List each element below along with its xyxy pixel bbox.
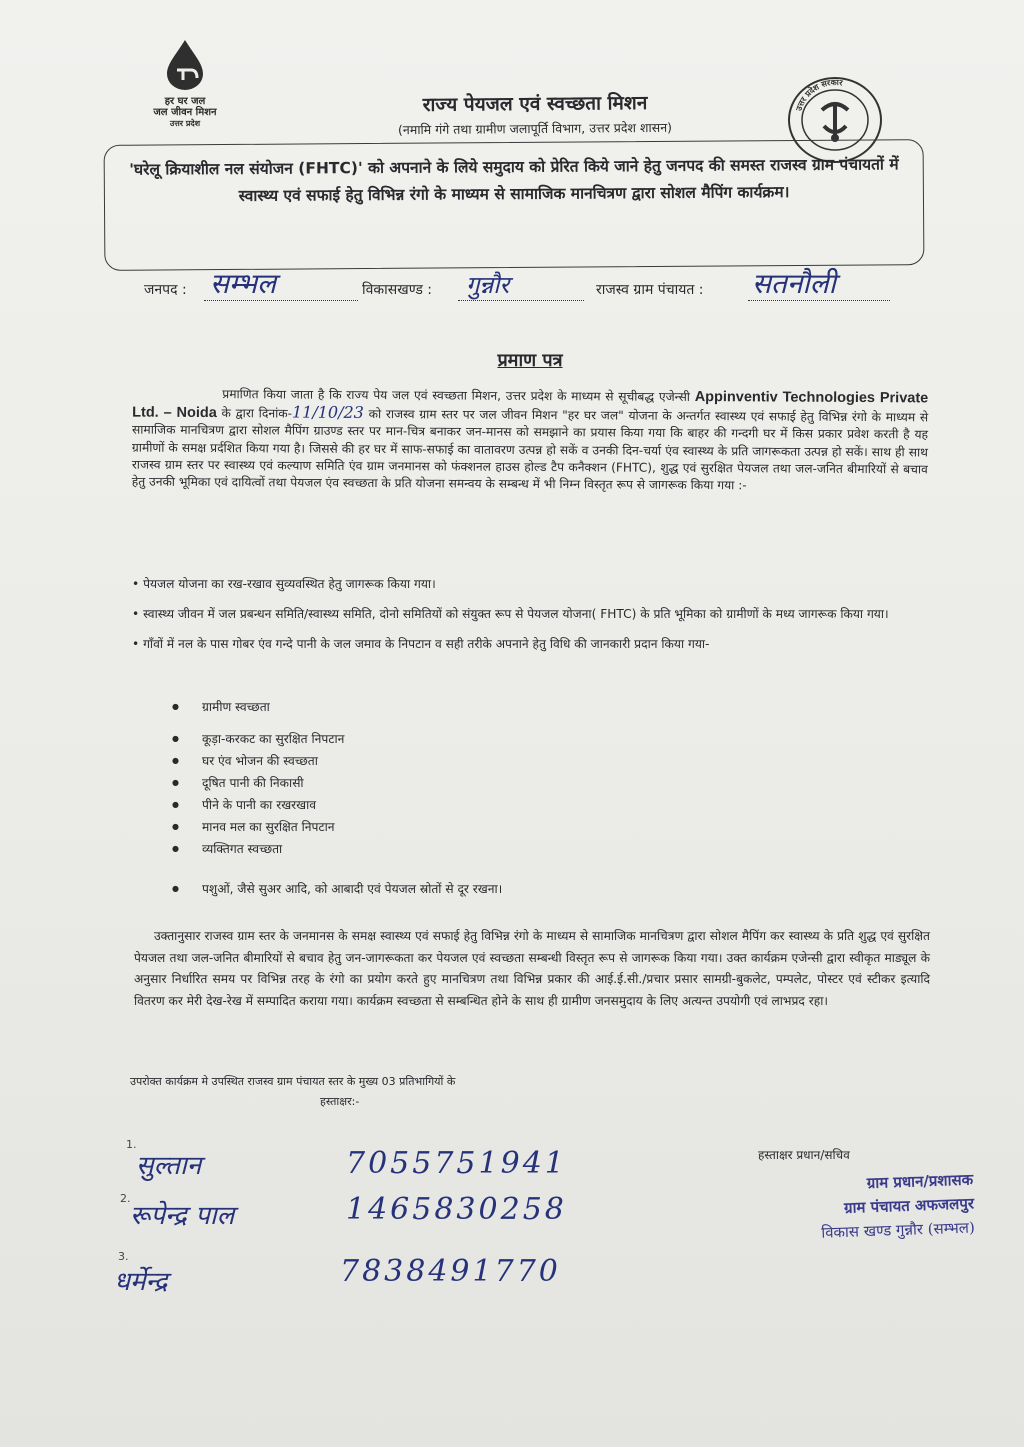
logo-line-1: हर घर जल <box>164 96 206 107</box>
hygiene-sub-list <box>172 698 592 902</box>
stamp-line-1: ग्राम प्रधान/प्रशासक <box>866 1170 974 1193</box>
sub-item: ● घर एंव भोजन की स्वच्छता <box>172 752 592 774</box>
logo-line-3: उत्तर प्रदेश <box>169 119 201 128</box>
location-fields <box>140 264 900 320</box>
participant-index: 3. <box>118 1250 129 1263</box>
bullet-item: • स्वास्थ्य जीवन में जल प्रबन्धन समिति/स्वास्थ्य समिति, दोनो समितियों को संयुक्त रूप से पेयजल योजना( FHTC) के प्रति भूमिका को ग्रामीणों के मध्य जागरूक किया गया। <box>132 607 889 621</box>
stamp-line-2: ग्राम पंचायत अफजलपुर <box>843 1194 975 1217</box>
logo-line-2: जल जीवन मिशन <box>153 107 217 118</box>
water-drop-icon <box>161 38 209 92</box>
header-title: राज्य पेयजल एवं स्वच्छता मिशन <box>422 92 648 116</box>
certificate-body-paragraph <box>132 386 929 496</box>
janpad-label: जनपद : <box>144 282 187 298</box>
seal-text: उत्तर प्रदेश सरकार <box>794 77 844 112</box>
bullet-item: • पेयजल योजना का रख-रखाव सुव्यवस्थित हेतु जागरूक किया गया। <box>132 577 436 591</box>
agency-name: Appinventiv Technologies Private Ltd. – Noida <box>132 389 929 422</box>
vikaskhand-label: विकासखण्ड : <box>362 282 433 298</box>
participant-phone: 7055751941 <box>346 1146 567 1181</box>
para1-part2: के द्वारा दिनांक- <box>221 406 293 421</box>
participant-phone: 7838491770 <box>340 1254 561 1289</box>
sub-item: ● ग्रामीण स्वच्छता <box>172 698 592 720</box>
participant-index: 1. <box>126 1138 137 1151</box>
participant-signature: धर्मेन्द्र <box>114 1267 168 1297</box>
awareness-bullet-list <box>132 574 922 664</box>
signature-intro-line1: उपरोक्त कार्यक्रम मे उपस्थित राजस्व ग्राम पंचायत स्तर के मुख्य 03 प्रतिभागियों के <box>130 1075 456 1088</box>
janpad-value: सम्भल <box>210 267 276 300</box>
certificate-title: प्रमाण पत्र <box>497 350 563 371</box>
header-subtitle: (नमामि गंगे तथा ग्रामीण जलापूर्ति विभाग, उत्तर प्रदेश शासन) <box>397 119 673 138</box>
signature-intro <box>130 1072 610 1112</box>
para1-part3: को राजस्व ग्राम स्तर पर जल जीवन मिशन "हर घर जल" योजना के अन्तर्गत स्वास्थ्य एवं सफाई हेतु विभिन्न रंगो के माध्यम से सामाजिक मानचित्रण द्वारा सोशल मैपिंग ग्राउण्ड स्तर पर मान-चित्र बनाकर जन-मानस को समझाने का प्रयास किया गया कि बाहर की गन्दगी घर में किस प्रकार प्रवेश करती है यह ग्रामीणों के समक्ष प्रर्दशित किया गया है। जिससे की हर घर में साफ-सफाई का वातावरण उत्पन्न हो सकें व उनकी दिन-चर्या एंव स्वास्थ्य के प्रति जागरूकता उत्पन्न हो सकें। साथ ही साथ राजस्व ग्राम स्तर पर स्वास्थ्य एवं कल्याण समिति एंव ग्राम जनमानस को फंक्शनल हाउस होल्ड टैप कनैक्शन (FHTC), शुद्ध एवं सुरक्षित पेयजल तथा जल-जनित बीमारियों से बचाव हेतु उनकी भूमिका एवं दायित्वों तथा पेयजल एंव स्वच्छता के प्रति योजना समन्वय के सम्बन्ध में भी निम्न विस्तृत रूप से जागरूक किया गया :- <box>131 407 929 493</box>
sub-item: ● कूड़ा-करकट का सुरक्षित निपटान <box>172 730 592 752</box>
conclusion-text: उक्तानुसार राजस्व ग्राम स्तर के जनमानस के समक्ष स्वास्थ्य एवं सफाई हेतु विभिन्न रंगो के माध्यम से सामाजिक मानचित्रण द्वारा सोशल मैपिंग कर स्वास्थ्य के प्रति शुद्ध एवं सुरक्षित पेयजल तथा जल-जनित बीमारियों से बचाव हेतु जन-जागरूकता कर पेयजल एवं स्वच्छता सम्बन्धी विस्तृत रूप से जागरूक किया गया। उक्त कार्यक्रम एजेन्सी द्वारा स्वीकृत माड्यूल के अनुसार निर्धारित समय पर विभिन्न तरह के रंगो का प्रयोग करते हुए मानचित्रण तथा विभिन्न प्रकार की आई.ई.सी./प्रचार प्रसार सामग्री-बुकलेट, पम्पलेट, पोस्टर एवं स्टीकर इत्यादि वितरण कर मेरी देख-रेख में सम्पादित कराया गया। कार्यक्रम स्वच्छता से सम्बन्धित होने के साथ ही ग्रामीण जनसमुदाय के लिए अत्यन्त उपयोगी एवं लाभप्रद रहा। <box>134 929 930 1008</box>
para1-part1: प्रमाणित किया जाता है कि राज्य पेय जल एवं स्वच्छता मिशन, उत्तर प्रदेश के माध्यम से सूचीबद्ध एजेन्सी <box>222 387 691 404</box>
participant-phone: 1465830258 <box>346 1192 567 1227</box>
har-ghar-jal-logo <box>140 38 230 129</box>
sub-item: ● व्यक्तिगत स्वच्छता <box>172 840 592 862</box>
stamp-line-3: विकास खण्ड गुन्नौर (सम्भल) <box>820 1218 976 1242</box>
vikaskhand-value: गुन्नौर <box>466 271 510 299</box>
stamp-label: हस्ताक्षर प्रधान/सचिव <box>758 1148 850 1162</box>
participant-signature: सुल्तान <box>136 1151 202 1181</box>
conclusion-paragraph <box>134 926 930 1012</box>
sub-item: ● पशुओं, जैसे सुअर आदि, को आबादी एवं पेयजल स्रोतों से दूर रखना। <box>172 880 652 902</box>
sub-item: ● पीने के पानी का रखरखाव <box>172 796 592 818</box>
panchayat-label: राजस्व ग्राम पंचायत : <box>596 282 704 298</box>
sub-item: ● मानव मल का सुरक्षित निपटान <box>172 818 592 840</box>
pradhan-stamp <box>711 1167 975 1248</box>
sub-item: ● दूषित पानी की निकासी <box>172 774 592 796</box>
panchayat-value: सतनौली <box>752 267 836 300</box>
participant-signature: रूपेन्द्र पाल <box>130 1201 235 1231</box>
bullet-item: • गाँवों में नल के पास गोबर एंव गन्दे पानी के जल जमाव के निपटान व सही तरीके अपनाने हेतु विधि की जानकारी प्रदान किया गया- <box>132 637 710 651</box>
signature-intro-line2: हस्ताक्षर:- <box>320 1095 360 1108</box>
programme-date: 11/10/23 <box>291 402 364 423</box>
programme-description: 'घरेलू क्रियाशील नल संयोजन (FHTC)' को अपनाने के लिये समुदाय को प्रेरित किये जाने हेतु जनपद की समस्त राजस्व ग्राम पंचायतों में स्वास्थ्य एवं सफाई हेतु विभिन्न रंगो के माध्यम से सामाजिक मानचित्रण द्वारा सोशल मैपिंग कार्यक्रम। <box>129 155 899 205</box>
participant-index: 2. <box>120 1192 131 1205</box>
